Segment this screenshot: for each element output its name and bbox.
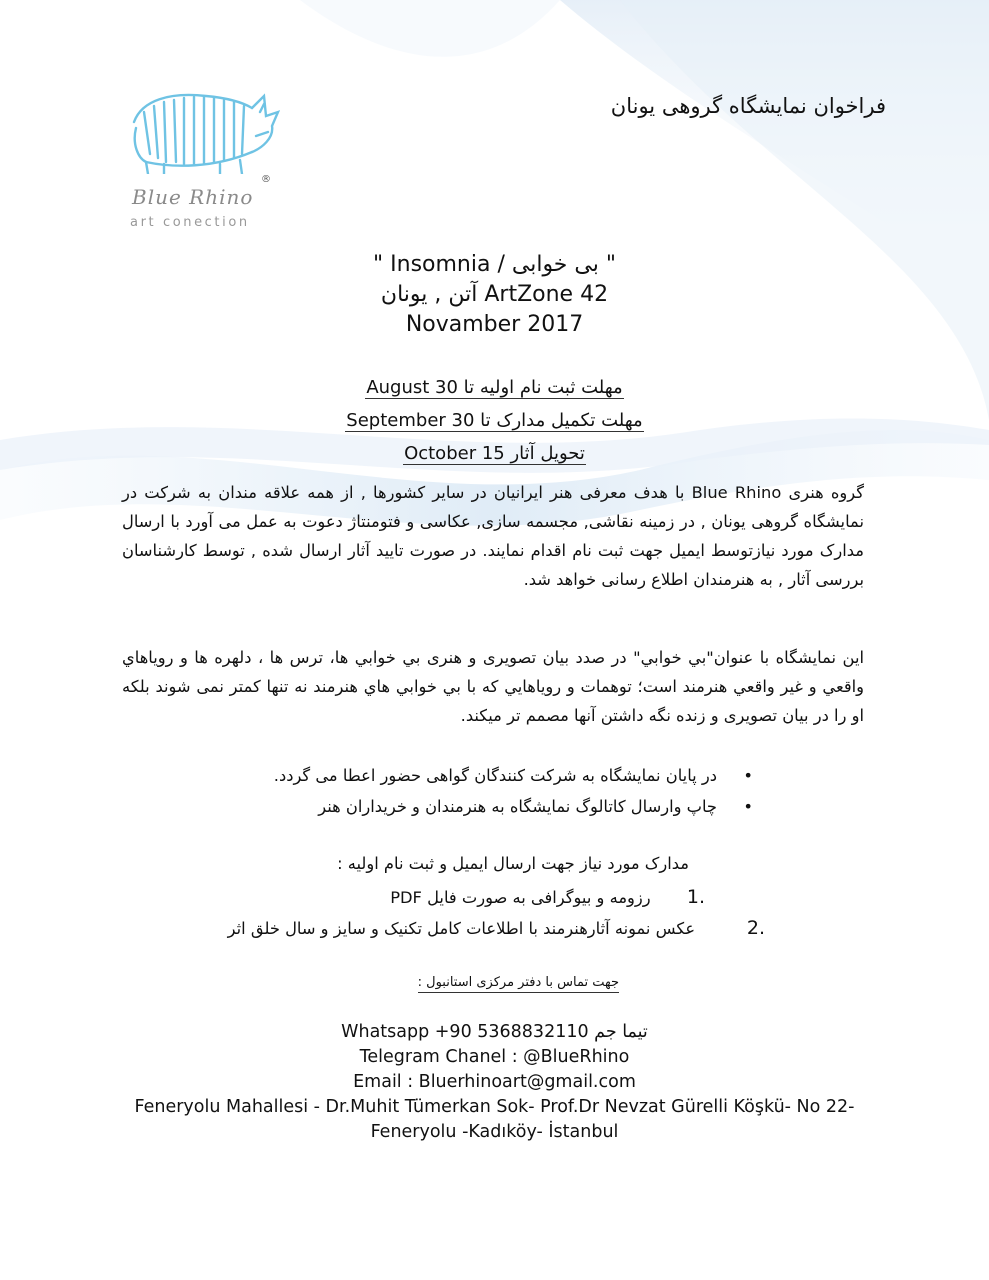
theme-paragraph: این نمایشگاه با عنوان"بي خوابي" در صدد بیان تصویری و هنری بي خوابي ها، ترس ها ، دلهره ها و روياهاي واقعي و غير واقعي هنرمند است؛ توهمات و روياهايي که با بي خوابي هاي هنرمند نه تنها کمتر نمی شوند بلکه او را در بیان تصویری و زنده نگه داشتن آنها مصمم تر میکند. — [122, 648, 864, 725]
list-item: • چاپ وارسال کاتالوگ نمایشگاه به هنرمندان و خریداران هنر — [197, 791, 757, 822]
page-title: فراخوان نمایشگاه گروهی یونان — [610, 94, 886, 118]
email-line[interactable]: Email : Bluerhinoart@gmail.com — [353, 1072, 636, 1092]
list-item — [165, 913, 765, 944]
event-info — [0, 250, 989, 340]
benefits-list — [197, 760, 757, 822]
deadline-registration: مهلت ثبت نام اولیه تا August 30 — [366, 377, 623, 398]
logo-name: Blue Rhino — [132, 185, 254, 209]
document-number: 1. — [686, 886, 705, 908]
logo-tagline: art conection — [130, 215, 250, 230]
list-item — [165, 882, 765, 913]
registered-mark: ® — [261, 174, 271, 185]
blue-rhino-logo — [120, 82, 285, 242]
deadline-documents: مهلت تکمیل مدارک تا September 30 — [346, 410, 643, 431]
document-text: رزومه و بیوگرافی به صورت فایل PDF — [390, 888, 651, 907]
whatsapp-line[interactable]: Whatsapp +90 5368832110 تیما جم — [341, 1022, 648, 1042]
contact-heading: جهت تماس با دفتر مرکزی استانبول : — [418, 975, 619, 993]
documents-list — [165, 882, 765, 944]
event-title: " بی خوابی / Insomnia " — [373, 252, 616, 277]
event-venue: ArtZone 42 آتن , یونان — [380, 282, 609, 307]
event-date: Novamber 2017 — [405, 312, 584, 337]
deadline-delivery: تحویل آثار October 15 — [404, 443, 585, 464]
address-line-2: Feneryolu -Kadıköy- İstanbul — [370, 1122, 619, 1142]
address-line-1: Feneryolu Mahallesi - Dr.Muhit Tümerkan Sok- Prof.Dr Nevzat Gürelli Köşkü- No 22- — [134, 1097, 855, 1117]
telegram-line[interactable]: Telegram Chanel : @BlueRhino — [359, 1047, 630, 1067]
deadlines — [0, 371, 989, 470]
intro-paragraph: گروه هنری Blue Rhino با هدف معرفی هنر ایرانیان در سایر کشورها , از همه علاقه مندان به شرکت در نمایشگاه گروهی یونان , در زمینه نقاشی, مجسمه سازی, عکاسی و فتومنتاژ دعوت به عمل می آورد با ارسال مدارک مورد نیازتوسط ایمیل جهت ثبت نام اقدام نمایند. در صورت تایید آثار ارسال شده , توسط کارشناسان بررسی آثار , به هنرمندان اطلاع رسانی خواهد شد. — [122, 483, 865, 589]
contact-info — [0, 1020, 989, 1145]
list-item: • در پایان نمایشگاه به شرکت کنندگان گواهی حضور اعطا می گردد. — [197, 760, 757, 791]
documents-heading: مدارک مورد نیاز جهت ارسال ایمیل و ثبت نام اولیه : — [337, 854, 689, 873]
document-text: عکس نمونه آثارهنرمند با اطلاعات کامل تکنیک و سایز و سال خلق اثر — [227, 919, 696, 938]
document-number: 2. — [746, 917, 765, 939]
rhino-sketch-icon — [124, 82, 280, 174]
